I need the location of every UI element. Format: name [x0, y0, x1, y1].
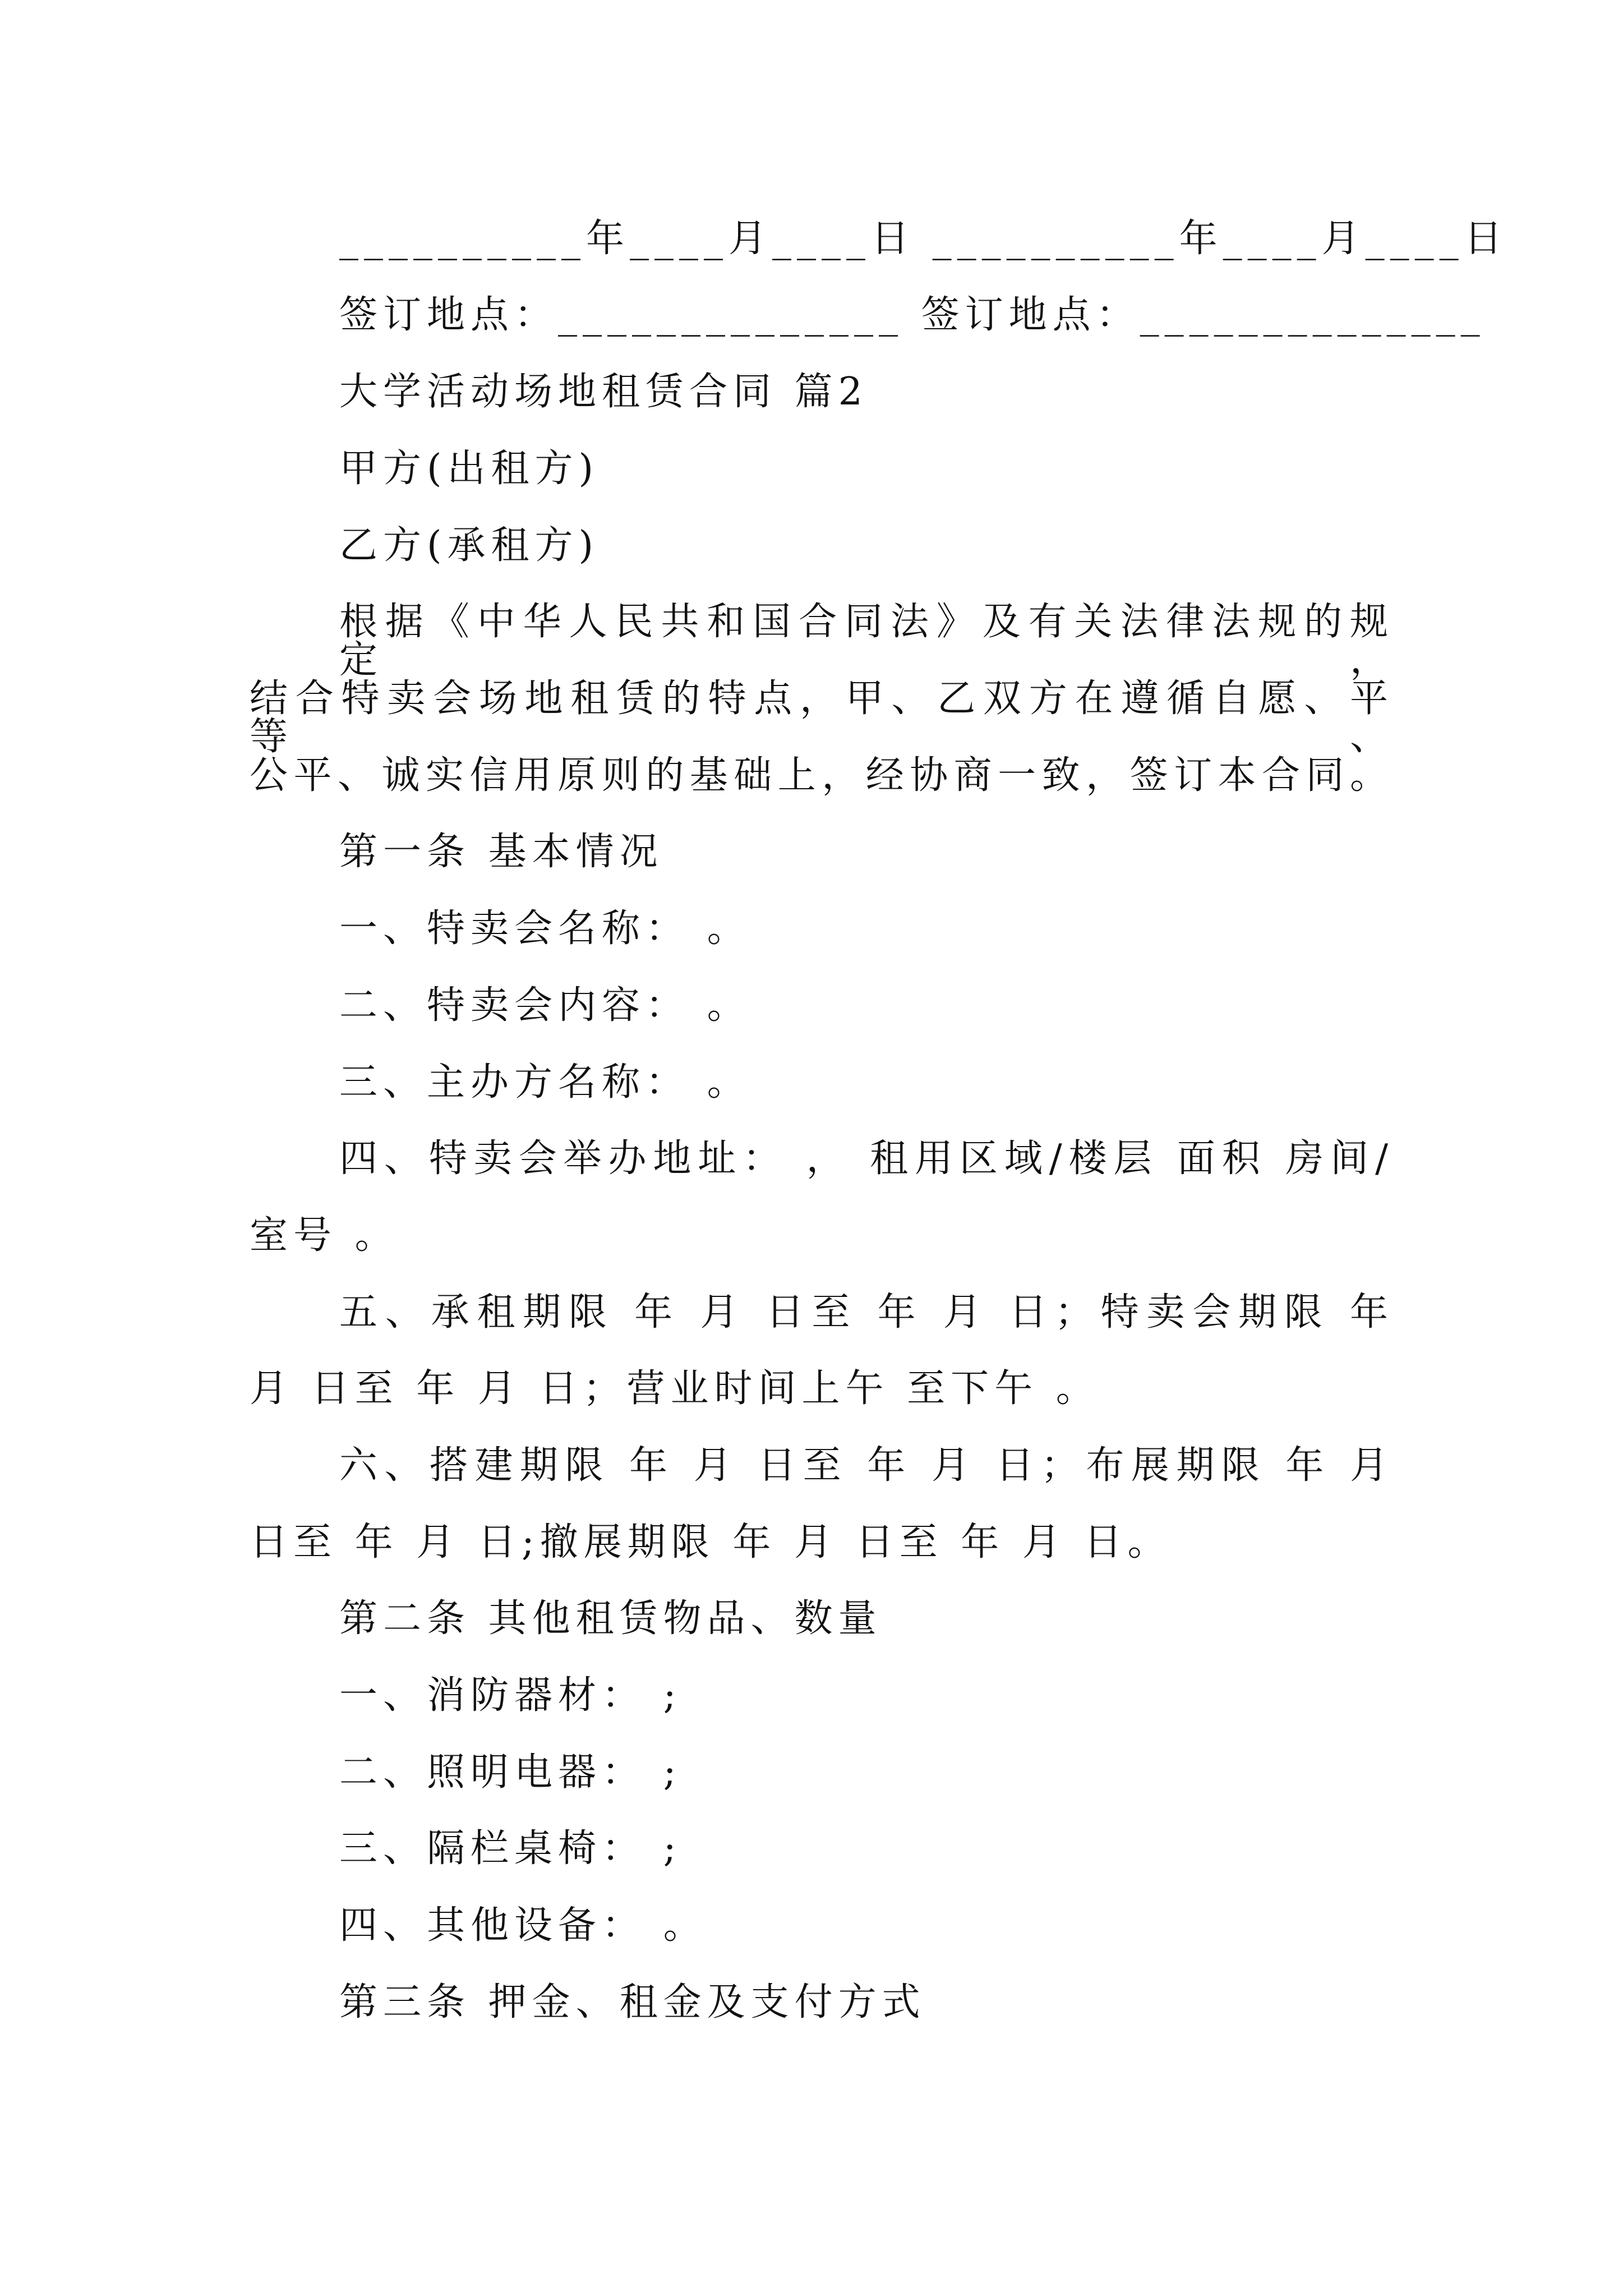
article-2-item-1: 一、消防器材： ; [339, 1673, 682, 1718]
article-2-item-2: 二、照明电器： ; [339, 1750, 682, 1795]
article-1-item-5-line-2: 月 日至 年 月 日；营业时间上午 至下午 。 [250, 1366, 1100, 1411]
article-2-item-3: 三、隔栏桌椅： ; [339, 1826, 682, 1871]
article-1-item-2: 二、特卖会内容： 。 [339, 983, 751, 1028]
article-1-item-5-line-1: 五、承租期限 年 月 日至 年 月 日；特卖会期限 年 [339, 1290, 1394, 1335]
intro-paragraph-line-3: 公平、诚实信用原则的基础上，经协商一致，签订本合同。 [250, 753, 1394, 798]
sign-place-line: 签订地点：______________ 签订地点：______________ [339, 293, 1486, 337]
article-3-title: 第三条 押金、租金及支付方式 [339, 1980, 926, 2024]
intro-paragraph-line-1: 根据《中华人民共和国合同法》及有关法律法规的规定， [339, 600, 1394, 682]
article-1-item-6-line-1: 六、搭建期限 年 月 日至 年 月 日；布展期限 年 月 [339, 1443, 1394, 1488]
article-1-item-4-line-2: 室号 。 [250, 1213, 399, 1258]
party-a: 甲方(出租方) [339, 447, 600, 491]
article-1-item-4-line-1: 四、特卖会举办地址： ， 租用区域/楼层 面积 房间/ [339, 1137, 1394, 1181]
article-2-title: 第二条 其他租赁物品、数量 [339, 1596, 882, 1641]
article-1-item-6-line-2: 日至 年 月 日;撤展期限 年 月 日至 年 月 日。 [250, 1520, 1172, 1565]
section-title: 大学活动场地租赁合同 篇2 [339, 370, 868, 414]
article-1-item-1: 一、特卖会名称： 。 [339, 907, 751, 951]
article-2-item-4: 四、其他设备： 。 [339, 1903, 707, 1948]
date-line: __________年____月____日 __________年____月____日 [339, 217, 1508, 261]
party-b: 乙方(承租方) [339, 523, 600, 568]
article-1-item-3: 三、主办方名称： 。 [339, 1060, 751, 1105]
article-1-title: 第一条 基本情况 [339, 830, 663, 874]
intro-paragraph-line-2: 结合特卖会场地租赁的特点，甲、乙双方在遵循自愿、平等、 [250, 677, 1394, 759]
